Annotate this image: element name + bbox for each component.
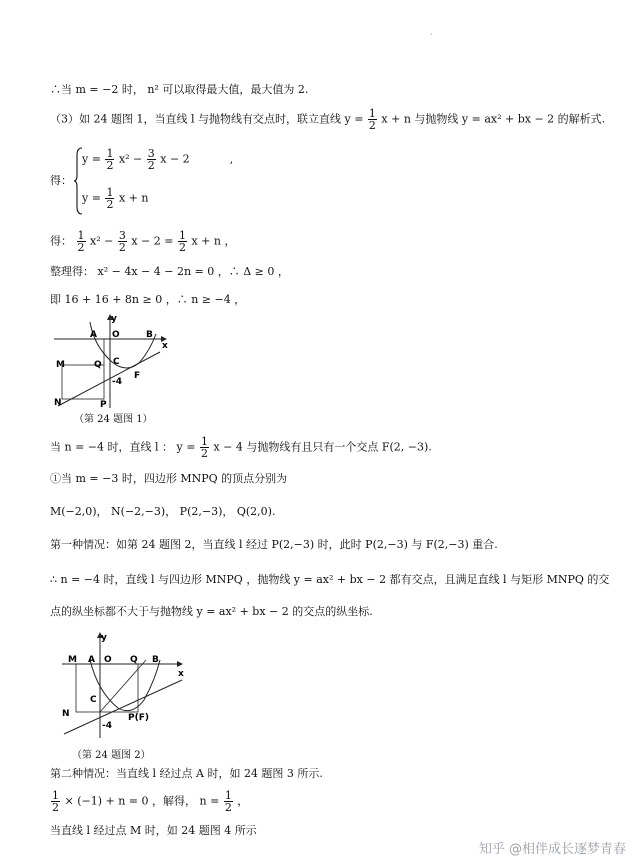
figure-2 [60,630,190,740]
text-line-6: 即 16 + 16 + 8n ≥ 0 ，∴ n ≥ −4 ， [50,293,246,306]
stray-dot: · [430,30,433,39]
figure-1 [52,312,172,410]
figure-1-caption: （第 24 题图 1） [74,414,153,425]
text-line-11: ∴ n = −4 时，直线 l 与四边形 MNPQ ，抛物线 y = ax² + bx − 2 都有交点，且满足直线 l 与矩形 MNPQ 的交 [50,573,610,586]
text-line-7: 当 n = −4 时，直线 l ： y = $\frac{1}{2}$ x − 4 与抛物线有且只有一个交点 F(2, −3). [50,435,432,460]
text-line-4: 得： $\frac{1}{2}$ x² − $\frac{3}{2}$ x − 2 = $\frac{1}{2}$ x + n ， [50,229,236,254]
fig1-N-label: N [54,398,62,408]
text-line-14: $\frac{1}{2}$ × (−1) + n = 0 ，解得， n = $\frac{1}{2}$ ， [52,789,249,814]
text-line-5: 整理得： x² − 4x − 4 − 2n = 0 ，∴ Δ ≥ 0 ， [50,265,289,278]
system-eq-2: y = $\frac{1}{2}$ x + n [82,186,149,211]
fig1-x-label: x [162,341,168,351]
watermark: 知乎 @相伴成长逐梦青春 [478,842,626,857]
text-line-1: ∴当 m = −2 时， n² 可以取得最大值，最大值为 2. [50,83,309,96]
fig2-N-label: N [62,709,70,719]
fig1-P-label: P [100,400,107,410]
de-label: 得： [50,174,72,187]
text-line-8: ①当 m = −3 时，四边形 MNPQ 的顶点分别为 [50,472,288,485]
fig1-B-label: B [146,330,153,340]
fig2-O-label: O [104,655,112,665]
fig2-y-label: y [101,633,107,643]
text-line-10: 第一种情况：如第 24 题图 2，当直线 l 经过 P(2,−3) 时，此时 P(2,−3) 与 F(2,−3) 重合. [50,538,498,551]
fig2-Q-label: Q [130,655,138,665]
fig2-PF-label: P(F) [128,713,149,723]
text-line-2b: x + n 与抛物线 y = ax² + bx − 2 的解析式. [381,112,606,126]
text-line-15: 当直线 l 经过点 M 时，如 24 题图 4 所示 [50,824,257,837]
fig1-y-label: y [111,314,117,324]
fig2-C-label: C [90,695,97,705]
fig2-B-label: B [152,655,159,665]
fig2-minus4-label: -4 [102,721,112,731]
fig1-A-label: A [90,330,97,340]
fig1-O-label: O [112,330,120,340]
text-line-2a: （3）如 24 题图 1，当直线 l 与抛物线有交点时，联立直线 y = [50,112,364,126]
text-line-2 [50,108,605,131]
text-line-9: M(−2,0)， N(−2,−3)， P(2,−3)， Q(2,0). [50,505,276,518]
fig1-M-label: M [56,360,65,370]
fig1-minus4-label: -4 [112,377,122,387]
fig1-C-label: C [113,357,120,367]
fraction-half: $\frac{1}{2}$ [368,107,376,132]
fig1-Q-label: Q [94,360,102,370]
fig2-x-label: x [178,669,184,679]
system-eq-1: y = $\frac{1}{2}$ x² − $\frac{3}{2}$ x − 2 , [82,147,234,172]
fig2-A-label: A [88,655,95,665]
fig2-M-label: M [68,655,77,665]
figure-2-caption: （第 24 题图 2） [72,750,151,761]
text-line-12: 点的纵坐标都不大于与抛物线 y = ax² + bx − 2 的交点的纵坐标. [50,605,373,618]
text-line-13: 第二种情况：当直线 l 经过点 A 时，如 24 题图 3 所示. [50,767,323,780]
fig1-F-label: F [134,371,141,381]
